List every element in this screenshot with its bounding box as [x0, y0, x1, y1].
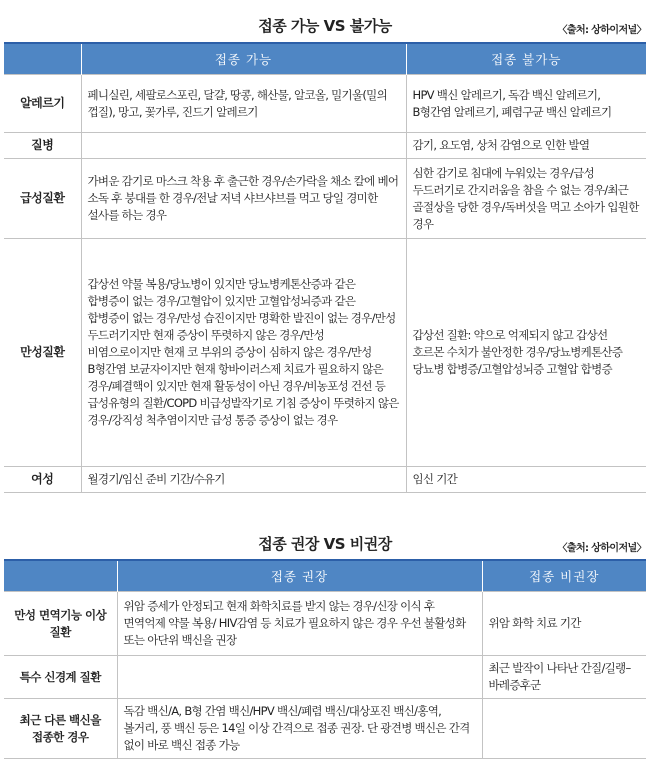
row-label: 특수 신경계 질환 — [4, 656, 117, 699]
cell-possible — [81, 133, 406, 159]
header-corner — [4, 560, 117, 592]
cell-not-recommended — [482, 699, 646, 759]
cell-impossible: 갑상선 질환: 약으로 억제되지 않고 갑상선 호르몬 수치가 불안정한 경우/당뇨병케톤산증 당뇨병 합병증/고혈압성뇌증 고혈압 합병증 — [406, 239, 646, 467]
header-not-recommended: 접종 비권장 — [482, 560, 646, 592]
table1-title: 접종 가능 VS 불가능 — [258, 17, 392, 35]
table-row — [4, 467, 646, 493]
table-row — [4, 75, 646, 133]
table-row — [4, 159, 646, 239]
row-label: 질병 — [4, 133, 81, 159]
row-label: 여성 — [4, 467, 81, 493]
table-header-row — [4, 560, 646, 592]
table-row — [4, 239, 646, 467]
cell-possible: 갑상선 약물 복용/당뇨병이 있지만 당뇨병케톤산증과 같은 합병증이 없는 경우/고혈압이 있지만 고혈압성뇌증과 같은 합병증이 없는 경우/만성 습진이지만 명확한 발진이 없는 경우/만성 두드러기지만 현재 증상이 뚜렷하지 않은 경우/만성 비염으로이지만 현재 코 부위의 증상이 심하지 않은 경우/만성 B형간염 보균자이지만 현재 항바이러스제 치료가 필요하지 않은 경우/폐결핵이 있지만 현재 활동성이 아닌 경우/비농포성 건선 등 급성유형의 질환/COPD 비급성발작기로 기침 증상이 뚜렷하지 않은 경우/강직성 척추염이지만 급성 통증 증상이 없는 경우 — [81, 239, 406, 467]
table-row — [4, 133, 646, 159]
cell-impossible: 감기, 요도염, 상처 감염으로 인한 발열 — [406, 133, 646, 159]
header-recommended: 접종 권장 — [117, 560, 482, 592]
vaccination-possible-table — [4, 42, 646, 493]
table2-source: 〈출처: 상하이저널〉 — [557, 543, 646, 554]
row-label: 최근 다른 백신을 접종한 경우 — [4, 699, 117, 759]
cell-impossible: HPV 백신 알레르기, 독감 백신 알레르기, B형간염 알레르기, 폐렴구균 백신 알레르기 — [406, 75, 646, 133]
cell-possible: 페니실린, 세팔로스포린, 달걀, 땅콩, 해산물, 알코올, 밀기울(밀의 껍질), 망고, 꽃가루, 진드기 알레르기 — [81, 75, 406, 133]
table-row — [4, 592, 646, 656]
table1-source: 〈출처: 상하이저널〉 — [557, 25, 646, 36]
row-label: 급성질환 — [4, 159, 81, 239]
cell-not-recommended: 위암 화학 치료 기간 — [482, 592, 646, 656]
table-row — [4, 699, 646, 759]
row-label: 만성 면역기능 이상 질환 — [4, 592, 117, 656]
row-label: 만성질환 — [4, 239, 81, 467]
vaccination-recommendation-table — [4, 559, 646, 759]
cell-possible: 가벼운 감기로 마스크 착용 후 출근한 경우/손가락을 채소 칼에 베어 소독 후 붕대를 한 경우/전날 저녁 샤브샤브를 먹고 당일 경미한 설사를 하는 경우 — [81, 159, 406, 239]
row-label: 알레르기 — [4, 75, 81, 133]
cell-impossible: 심한 감기로 침대에 누워있는 경우/급성 두드러기로 간지러움을 참을 수 없는 경우/최근 골절상을 당한 경우/독버섯을 먹고 소아가 입원한 경우 — [406, 159, 646, 239]
cell-not-recommended: 최근 발작이 나타난 간질/길랭–바레증후군 — [482, 656, 646, 699]
cell-recommended — [117, 656, 482, 699]
header-impossible: 접종 불가능 — [406, 43, 646, 75]
header-possible: 접종 가능 — [81, 43, 406, 75]
table-header-row — [4, 43, 646, 75]
cell-recommended: 독감 백신/A, B형 간염 백신/HPV 백신/폐렴 백신/대상포진 백신/홍역, 볼거리, 풍 백신 등은 14일 이상 간격으로 접종 권장. 단 광견병 백신은 간격 없이 바로 백신 접종 가능 — [117, 699, 482, 759]
cell-recommended: 위암 증세가 안정되고 현재 화학치료를 받지 않는 경우/신장 이식 후 면역억제 약물 복용/ HIV감염 등 치료가 필요하지 않은 경우 우선 불활성화 또는 아단위 백신을 권장 — [117, 592, 482, 656]
table2-title: 접종 권장 VS 비권장 — [258, 535, 392, 553]
header-corner — [4, 43, 81, 75]
cell-impossible: 임신 기간 — [406, 467, 646, 493]
table-row — [4, 656, 646, 699]
cell-possible: 월경기/임신 준비 기간/수유기 — [81, 467, 406, 493]
